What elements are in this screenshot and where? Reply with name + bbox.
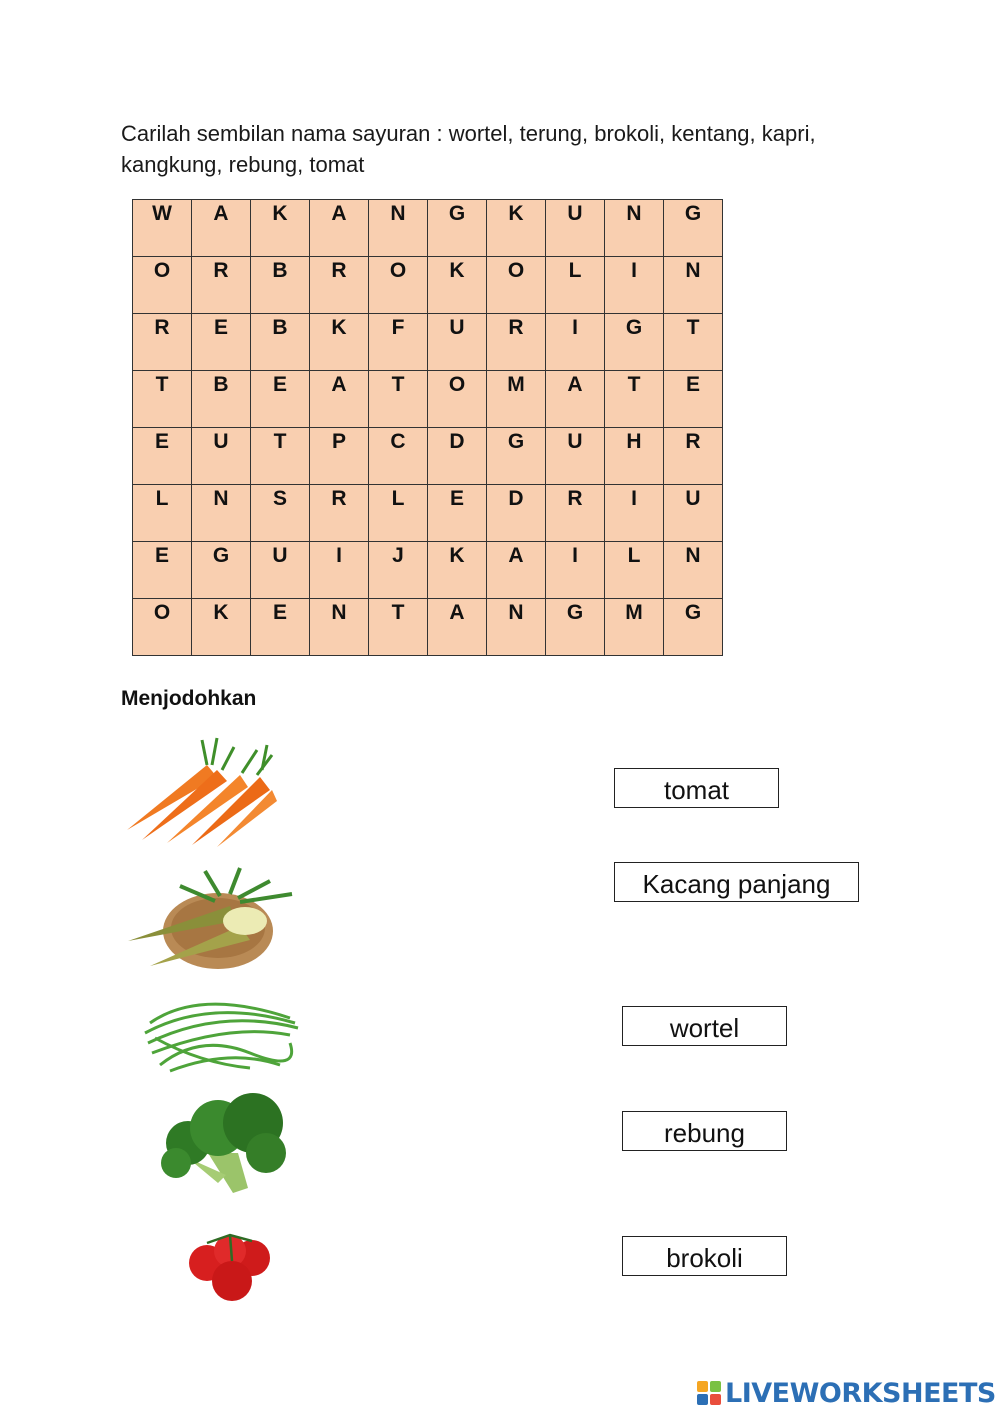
carrot-image [122, 735, 278, 850]
answer-box-brokoli[interactable]: brokoli [622, 1236, 787, 1276]
grid-cell[interactable]: I [605, 257, 664, 314]
grid-cell[interactable]: B [251, 314, 310, 371]
grid-cell[interactable]: A [546, 371, 605, 428]
grid-cell[interactable]: A [192, 200, 251, 257]
grid-cell[interactable]: T [369, 599, 428, 656]
grid-cell[interactable]: I [546, 542, 605, 599]
logo-icon [697, 1381, 721, 1405]
grid-cell[interactable]: O [133, 257, 192, 314]
grid-cell[interactable]: U [192, 428, 251, 485]
grid-cell[interactable]: M [605, 599, 664, 656]
grid-cell[interactable]: O [133, 599, 192, 656]
brand-text: LIVEWORKSHEETS [725, 1377, 996, 1409]
grid-cell[interactable]: R [192, 257, 251, 314]
grid-cell[interactable]: R [310, 257, 369, 314]
grid-row [133, 542, 723, 599]
grid-cell[interactable]: N [310, 599, 369, 656]
grid-cell[interactable]: G [428, 200, 487, 257]
grid-cell[interactable]: G [664, 200, 723, 257]
matching-title: Menjodohkan [121, 687, 257, 710]
grid-cell[interactable]: D [487, 485, 546, 542]
grid-cell[interactable]: K [428, 542, 487, 599]
grid-row [133, 200, 723, 257]
grid-cell[interactable]: E [428, 485, 487, 542]
grid-cell[interactable]: L [369, 485, 428, 542]
grid-cell[interactable]: T [251, 428, 310, 485]
grid-cell[interactable]: A [487, 542, 546, 599]
grid-cell[interactable]: R [664, 428, 723, 485]
long-bean-image [140, 993, 302, 1078]
grid-cell[interactable]: B [251, 257, 310, 314]
grid-cell[interactable]: A [310, 371, 369, 428]
grid-cell[interactable]: I [605, 485, 664, 542]
answer-box-rebung[interactable]: rebung [622, 1111, 787, 1151]
answer-box-tomat[interactable]: tomat [614, 768, 779, 808]
grid-cell[interactable]: R [310, 485, 369, 542]
grid-cell[interactable]: D [428, 428, 487, 485]
grid-cell[interactable]: F [369, 314, 428, 371]
grid-cell[interactable]: U [251, 542, 310, 599]
grid-cell[interactable]: A [428, 599, 487, 656]
grid-cell[interactable]: I [546, 314, 605, 371]
answer-box-kacang-panjang[interactable]: Kacang panjang [614, 862, 859, 902]
broccoli-image [148, 1093, 300, 1198]
grid-cell[interactable]: N [192, 485, 251, 542]
grid-cell[interactable]: R [487, 314, 546, 371]
grid-cell[interactable]: R [133, 314, 192, 371]
grid-cell[interactable]: C [369, 428, 428, 485]
grid-row [133, 428, 723, 485]
grid-cell[interactable]: E [251, 599, 310, 656]
grid-cell[interactable]: N [664, 542, 723, 599]
grid-cell[interactable]: N [487, 599, 546, 656]
grid-cell[interactable]: L [133, 485, 192, 542]
grid-row [133, 314, 723, 371]
grid-cell[interactable]: R [546, 485, 605, 542]
grid-cell[interactable]: P [310, 428, 369, 485]
grid-cell[interactable]: S [251, 485, 310, 542]
grid-cell[interactable]: E [664, 371, 723, 428]
grid-cell[interactable]: G [605, 314, 664, 371]
grid-cell[interactable]: B [192, 371, 251, 428]
grid-row [133, 599, 723, 656]
answer-box-wortel[interactable]: wortel [622, 1006, 787, 1046]
grid-cell[interactable]: E [251, 371, 310, 428]
grid-row [133, 371, 723, 428]
grid-cell[interactable]: U [428, 314, 487, 371]
grid-cell[interactable]: G [487, 428, 546, 485]
bamboo-shoot-image [120, 866, 300, 976]
word-search-grid [132, 199, 723, 656]
grid-cell[interactable]: L [605, 542, 664, 599]
grid-cell[interactable]: T [369, 371, 428, 428]
grid-cell[interactable]: N [369, 200, 428, 257]
grid-cell[interactable]: G [664, 599, 723, 656]
grid-cell[interactable]: I [310, 542, 369, 599]
grid-cell[interactable]: O [487, 257, 546, 314]
grid-cell[interactable]: K [251, 200, 310, 257]
grid-cell[interactable]: M [487, 371, 546, 428]
grid-cell[interactable]: L [546, 257, 605, 314]
grid-cell[interactable]: G [546, 599, 605, 656]
grid-row [133, 485, 723, 542]
grid-row [133, 257, 723, 314]
grid-cell[interactable]: E [133, 428, 192, 485]
grid-cell[interactable]: K [428, 257, 487, 314]
grid-cell[interactable]: K [487, 200, 546, 257]
grid-cell[interactable]: G [192, 542, 251, 599]
tomato-image [172, 1213, 289, 1313]
grid-cell[interactable]: T [133, 371, 192, 428]
instruction-text: Carilah sembilan nama sayuran : wortel, terung, brokoli, kentang, kapri, kangkung, rebung, tomat [121, 121, 816, 177]
grid-cell[interactable]: N [605, 200, 664, 257]
grid-cell[interactable]: J [369, 542, 428, 599]
grid-cell[interactable]: A [310, 200, 369, 257]
grid-cell[interactable]: O [428, 371, 487, 428]
grid-cell[interactable]: U [546, 200, 605, 257]
grid-cell[interactable]: U [546, 428, 605, 485]
grid-cell[interactable]: T [664, 314, 723, 371]
grid-cell[interactable]: K [310, 314, 369, 371]
grid-cell[interactable]: T [605, 371, 664, 428]
grid-cell[interactable]: N [664, 257, 723, 314]
liveworksheets-logo [697, 1376, 996, 1410]
grid-cell[interactable]: U [664, 485, 723, 542]
grid-cell[interactable]: H [605, 428, 664, 485]
grid-cell[interactable]: K [192, 599, 251, 656]
grid-cell[interactable]: O [369, 257, 428, 314]
grid-cell[interactable]: E [133, 542, 192, 599]
grid-cell[interactable]: E [192, 314, 251, 371]
grid-cell[interactable]: W [133, 200, 192, 257]
